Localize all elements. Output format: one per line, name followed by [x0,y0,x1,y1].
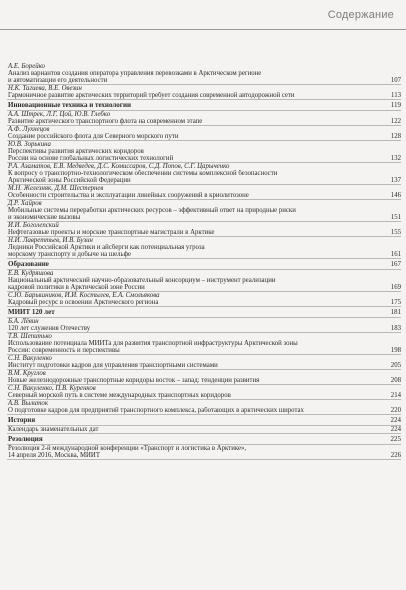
page-number: 226 [390,452,401,459]
toc-entry[interactable] [7,185,401,200]
entry-title-line [7,284,401,291]
entry-title: Использование потенциала МИИТа для развития транспортной инфраструктуры Арктической зоны [8,340,298,347]
toc-entry[interactable] [7,318,401,333]
page-number: 205 [390,362,401,369]
entry-title-line [7,277,401,284]
entry-title-line [7,170,401,177]
entry-title: Новые железнодорожные транспортные коридоры восток – запад: тенденции развития [8,377,260,384]
entry-title-line [7,452,401,459]
entry-title: Особенности строительства и эксплуатации линейных сооружений в криолитозоне [8,192,249,199]
page-number: 208 [390,377,401,384]
entry-title-line [7,407,401,414]
toc-entry[interactable] [7,126,401,141]
page-number: 119 [390,101,401,109]
toc-entry[interactable] [7,333,401,355]
toc-entry[interactable] [7,292,401,307]
entry-title: Создание российского флота для Северного морского пути [8,133,179,140]
entry-authors: Н.К. Тагиева, В.Е. Овезин [8,85,82,92]
toc-entry[interactable] [7,426,401,434]
section-title: МИИТ 120 лет [8,308,55,316]
toc-entry[interactable] [7,270,401,292]
entry-authors: С.Н. Вакуленко, П.В. Куренков [8,385,96,392]
entry-title-line [7,325,401,332]
toc-entry[interactable] [7,237,401,259]
entry-title: Перспективы развития арктических коридоров [8,148,144,155]
entry-authors: Н.И. Лавреттьев, И.В. Бузин [8,237,93,244]
page-number: 132 [390,155,401,162]
entry-title: О подготовке кадров для предприятий транспортного комплекса, работающих в арктических широтах [8,407,304,414]
entry-title: 14 апреля 2016, Москва, МИИТ [8,452,100,459]
entry-title-line [7,92,401,99]
page-number: 137 [390,177,401,184]
toc-section-heading[interactable] [7,100,401,111]
entry-title: Ледники Российской Арктики и айсберги как потенциальная угроза [8,244,205,251]
entry-title-line [7,214,401,221]
toc-entry[interactable] [7,141,401,163]
entry-title-line [7,362,401,369]
entry-authors: С.Ю. Барышников, И.И. Костылев, Е.А. Смольякова [8,292,160,299]
entry-title: 120 лет служения Отечеству [8,325,91,332]
entry-title-line [7,426,401,433]
page-number: 113 [391,92,401,99]
entry-title-line [7,445,401,452]
entry-title: Анализ вариантов создания оператора управления перевозками в Арктическом регионе [8,70,262,77]
entry-authors: М.Н. Железняк, Д.М. Шестернев [8,185,104,192]
toc-entry[interactable] [7,355,401,370]
entry-title-line [7,251,401,258]
entry-title: кадровой политики в Арктической зоне России [8,284,145,291]
page-header [0,0,406,30]
entry-authors: А.Е. Борейко [8,63,45,70]
page-number: 122 [390,118,401,125]
page-number: 224 [390,416,401,424]
entry-authors: Б.А. Лёвин [8,318,39,325]
entry-title-line [7,155,401,162]
entry-title: К вопросу о транспортно-технологическом обеспечении системы комплексной безопасности [8,170,278,177]
page-number: 181 [390,308,401,316]
page-number: 220 [390,407,401,414]
entry-title: Институт подготовки кадров для управления транспортными системами [8,362,218,369]
entry-title: Национальный арктический научно-образовательный консорциум – инструмент реализации [8,277,276,284]
entry-title: Нефтегазовые проекты и морские транспортные магистрали в Арктике [8,229,215,236]
toc-entry[interactable] [7,200,401,222]
entry-title: Арктической зоны Российской Федерации [8,177,131,184]
entry-authors: С.Н. Вакуленко [8,355,52,362]
entry-authors: А.Ф. Лухнецов [8,126,50,133]
page-number: 214 [390,392,401,399]
toc-entry[interactable] [7,385,401,400]
entry-authors: Ю.В. Зорькина [8,141,51,148]
entry-title: Мобильные системы переработки арктических ресурсов – эффективный ответ на природные риски [8,207,296,214]
entry-title: Северный морской путь в системе международных транспортных коридоров [8,392,231,399]
page-number: 128 [390,133,401,140]
page-number: 155 [390,229,401,236]
entry-title: Гармоничное развитие арктических территорий требует создания современной автодорожной сети [8,92,295,99]
section-title: Инновационные техника и технологии [8,101,132,109]
entry-title: и автоматизации его деятельности [8,77,108,84]
toc-entry[interactable] [7,445,401,460]
entry-title-line [7,192,401,199]
entry-authors: В.М. Круглов [8,370,46,377]
entry-title-line [7,392,401,399]
entry-authors: И.И. Боголепский [8,222,59,229]
section-title: Резолюция [8,435,43,443]
section-title: Образование [8,260,49,268]
entry-authors: Т.В. Шепитько [8,333,52,340]
page-number: 161 [390,251,401,258]
entry-title-line [7,244,401,251]
entry-title: России на основе глобальных логистических технологий [8,155,174,162]
toc-entry[interactable] [7,111,401,126]
page-number: 225 [390,435,401,443]
entry-title-line [7,177,401,184]
entry-authors: Е.В. Кудряшова [8,270,54,277]
entry-title: Развитие арктического транспортного флота на современном этапе [8,118,203,125]
entry-authors: Р.А. Азаматов, Е.В. Медведев, Д.С. Комиссаров, С.Д. Попов, С.Г. Царыченко [8,163,230,170]
page-number: 198 [390,347,401,354]
entry-title-line [7,148,401,155]
entry-title-line [7,207,401,214]
entry-title-line [7,118,401,125]
page-number: 183 [390,325,401,332]
page-number: 167 [390,260,401,268]
entry-title: и экономические вызовы [8,214,81,221]
toc-section-heading[interactable] [7,415,401,426]
entry-title: морскому транспорту и добыче на шельфе [8,251,132,258]
entry-title-line [7,70,401,77]
entry-authors: А.А. Штрек, Л.Г. Цой, Ю.В. Глебко [8,111,111,118]
entry-title-line [7,299,401,306]
toc-entry[interactable] [7,63,401,85]
page-title: Содержание [327,9,394,21]
toc-entry[interactable] [7,85,401,100]
page-number: 107 [390,77,401,84]
entry-title-line [7,133,401,140]
entry-authors: А.В. Вылиток [8,400,49,407]
entry-title-line [7,77,401,84]
page-number: 151 [390,214,401,221]
toc-entry[interactable] [7,163,401,185]
section-title: История [8,416,36,424]
toc-entry[interactable] [7,400,401,415]
toc-section-heading[interactable] [7,259,401,270]
entry-title: Календарь знаменательных дат [8,426,99,433]
entry-title-line [7,347,401,354]
entry-title: Кадровый ресурс в освоении Арктического региона [8,299,159,306]
entry-title: России: современность и перспективы [8,347,120,354]
toc-section-heading[interactable] [7,434,401,445]
toc-entry[interactable] [7,370,401,385]
page-number: 169 [390,284,401,291]
toc-entry[interactable] [7,222,401,237]
entry-authors: Д.Р. Хайров [8,200,42,207]
entry-title-line [7,377,401,384]
page-number: 146 [390,192,401,199]
page-number: 175 [390,299,401,306]
toc-section-heading[interactable] [7,307,401,318]
page-number: 224 [390,426,401,433]
header-divider [0,29,406,30]
entry-title: Резолюция 2-й международной конференции «Транспорт и логистика в Арктике», [8,445,247,452]
table-of-contents [7,63,401,587]
entry-title-line [7,340,401,347]
entry-title-line [7,229,401,236]
